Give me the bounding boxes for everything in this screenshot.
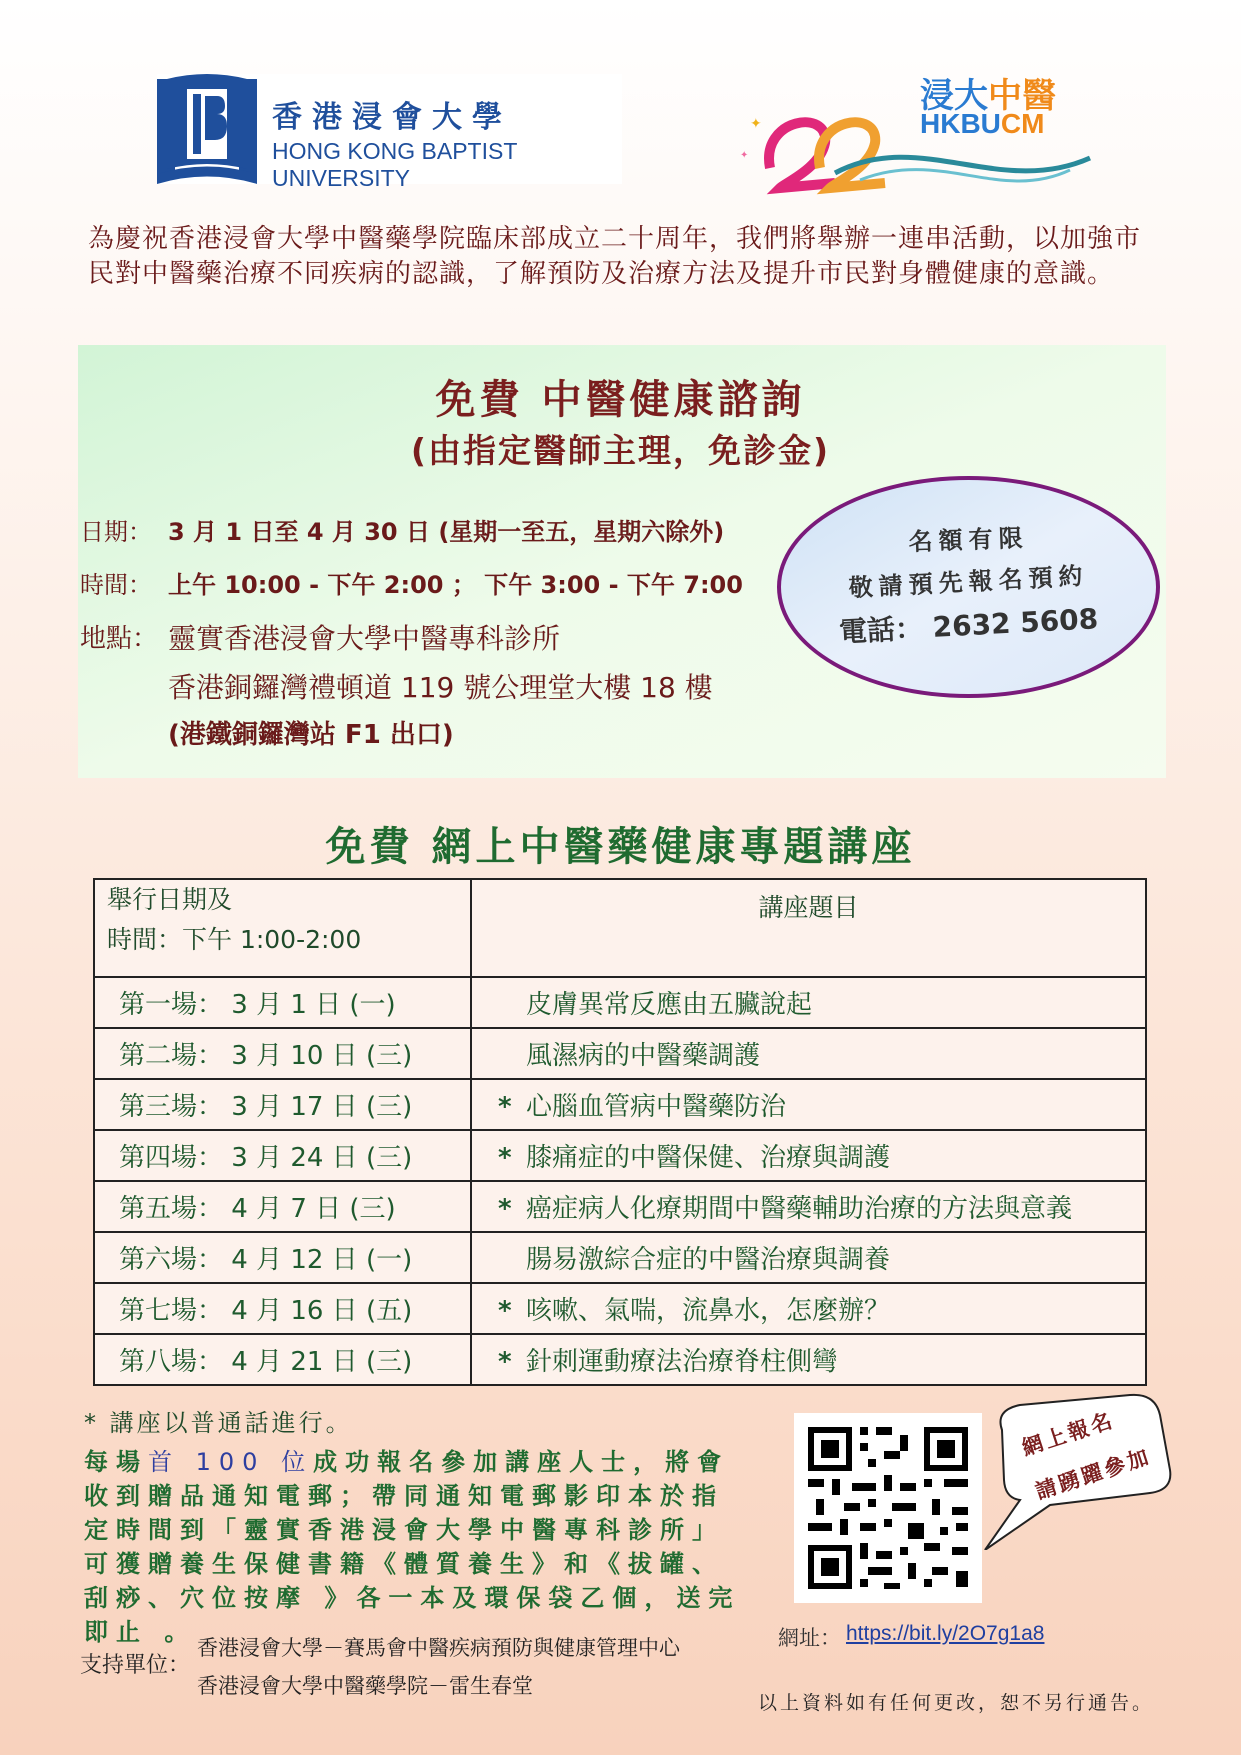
header-topic: 講座題目: [471, 879, 1146, 977]
consultation-title: 免費 中醫健康諮詢: [435, 376, 806, 423]
mandarin-mark: *: [498, 1347, 512, 1377]
quota-limited-text: 名額有限: [908, 523, 1030, 557]
session-topic: * 針刺運動療法治療脊柱側彎: [471, 1334, 1146, 1385]
table-row: [94, 1232, 1146, 1283]
header-date-time: 舉行日期及 時間：下午 1:00-2:00: [94, 879, 471, 977]
hkbu-name-zh: 香港浸會大學: [272, 100, 512, 135]
mandarin-mark: *: [498, 1194, 512, 1224]
session-date: 第五場： 4 月 7 日 (三): [94, 1181, 471, 1232]
gift-notice: 每場首 100 位成功報名參加講座人士，將會收到贈品通知電郵；帶同通知電郵影印本於指定時間到「靈實香港浸會大學中醫專科診所」可獲贈養生保健書籍《體質養生》和《拔罐、刮痧、穴位按摩 》各一本及環保袋乙個，送完即止 。: [84, 1448, 741, 1646]
table-row: [94, 1283, 1146, 1334]
qr-code-icon: [794, 1413, 982, 1603]
table-row: [94, 977, 1146, 1028]
consultation-subtitle: (由指定醫師主理，免診金): [410, 431, 831, 470]
mandarin-mark: *: [498, 1296, 512, 1326]
signup-bubble-line2: 請踴躍參加: [1032, 1443, 1155, 1504]
venue-clinic-name: 靈實香港浸會大學中醫專科診所: [168, 622, 561, 655]
session-date: 第六場： 4 月 12 日 (一): [94, 1232, 471, 1283]
booking-advice-text: 敬請預先報名預約: [848, 561, 1090, 603]
time-value: 上午 10:00 - 下午 2:00 ； 下午 3:00 - 下午 7:00: [168, 571, 743, 599]
signup-bubble-line1: 網上報名: [1018, 1407, 1118, 1461]
intro-paragraph: 為慶祝香港浸會大學中醫藥學院臨床部成立二十周年，我們將舉辦一連串活動，以加強市民對中醫藥治療不同疾病的認識，了解預防及治療方法及提升市民對身體健康的意識。: [88, 224, 1142, 289]
session-topic: 風濕病的中醫藥調護: [471, 1028, 1146, 1079]
time-label: 時間：: [80, 571, 152, 599]
session-date: 第四場： 3 月 24 日 (三): [94, 1130, 471, 1181]
session-topic: * 膝痛症的中醫保健、治療與調護: [471, 1130, 1146, 1181]
session-date: 第八場： 4 月 21 日 (三): [94, 1334, 471, 1385]
table-row: [94, 1079, 1146, 1130]
support-org-2: 香港浸會大學中醫藥學院－雷生春堂: [197, 1674, 533, 1698]
session-date: 第一場： 3 月 1 日 (一): [94, 977, 471, 1028]
hkbu-name-en: HONG KONG BAPTIST UNIVERSITY: [272, 138, 517, 191]
registration-link[interactable]: https://bit.ly/2O7g1a8: [846, 1622, 1045, 1645]
lecture-schedule-table: [93, 878, 1147, 1386]
venue-mtr-exit: (港鐵銅鑼灣站 F1 出口): [168, 720, 454, 750]
session-topic: 皮膚異常反應由五臟說起: [471, 977, 1146, 1028]
hkbucm-20th-logo: [740, 68, 1100, 188]
table-row: [94, 1181, 1146, 1232]
mandarin-mark: *: [498, 1092, 512, 1122]
session-date: 第二場： 3 月 10 日 (三): [94, 1028, 471, 1079]
table-row: [94, 1130, 1146, 1181]
svg-text:✦: ✦: [740, 150, 749, 161]
session-topic: * 心腦血管病中醫藥防治: [471, 1079, 1146, 1130]
url-label: 網址：: [778, 1626, 841, 1650]
date-label: 日期：: [80, 518, 152, 546]
hkbucm-name-en: HKBUCM: [920, 108, 1045, 139]
table-header-row: [94, 879, 1146, 977]
hkbucm-name-zh: 浸大中醫: [920, 76, 1056, 116]
venue-address: 香港銅鑼灣禮頓道 119 號公理堂大樓 18 樓: [168, 671, 713, 704]
venue-label: 地點：: [80, 624, 159, 654]
gift-highlight: 首 100 位: [148, 1448, 314, 1476]
mandarin-mark: *: [498, 1143, 512, 1173]
table-row: [94, 1334, 1146, 1385]
booking-phone: 電話： 2632 5608: [838, 602, 1099, 649]
registration-qr-code[interactable]: [794, 1413, 982, 1603]
session-topic: * 咳嗽、氣喘，流鼻水，怎麼辦？: [471, 1283, 1146, 1334]
session-topic: * 癌症病人化療期間中醫藥輔助治療的方法與意義: [471, 1181, 1146, 1232]
lecture-title: 免費 網上中醫藥健康專題講座: [325, 823, 916, 870]
table-row: [94, 1028, 1146, 1079]
disclaimer: 以上資料如有任何更改，恕不另行通告。: [758, 1692, 1155, 1714]
session-date: 第七場： 4 月 16 日 (五): [94, 1283, 471, 1334]
support-label: 支持單位：: [80, 1653, 191, 1678]
date-value: 3 月 1 日至 4 月 30 日 (星期一至五，星期六除外): [168, 518, 725, 546]
hkbu-logo: [157, 74, 622, 191]
support-org-1: 香港浸會大學－賽馬會中醫疾病預防與健康管理中心: [197, 1636, 680, 1660]
svg-text:✦: ✦: [750, 116, 762, 132]
session-topic: 腸易激綜合症的中醫治療與調養: [471, 1232, 1146, 1283]
mandarin-note: * 講座以普通話進行。: [84, 1409, 353, 1437]
session-date: 第三場： 3 月 17 日 (三): [94, 1079, 471, 1130]
hkbu-crest-icon: [157, 74, 257, 184]
